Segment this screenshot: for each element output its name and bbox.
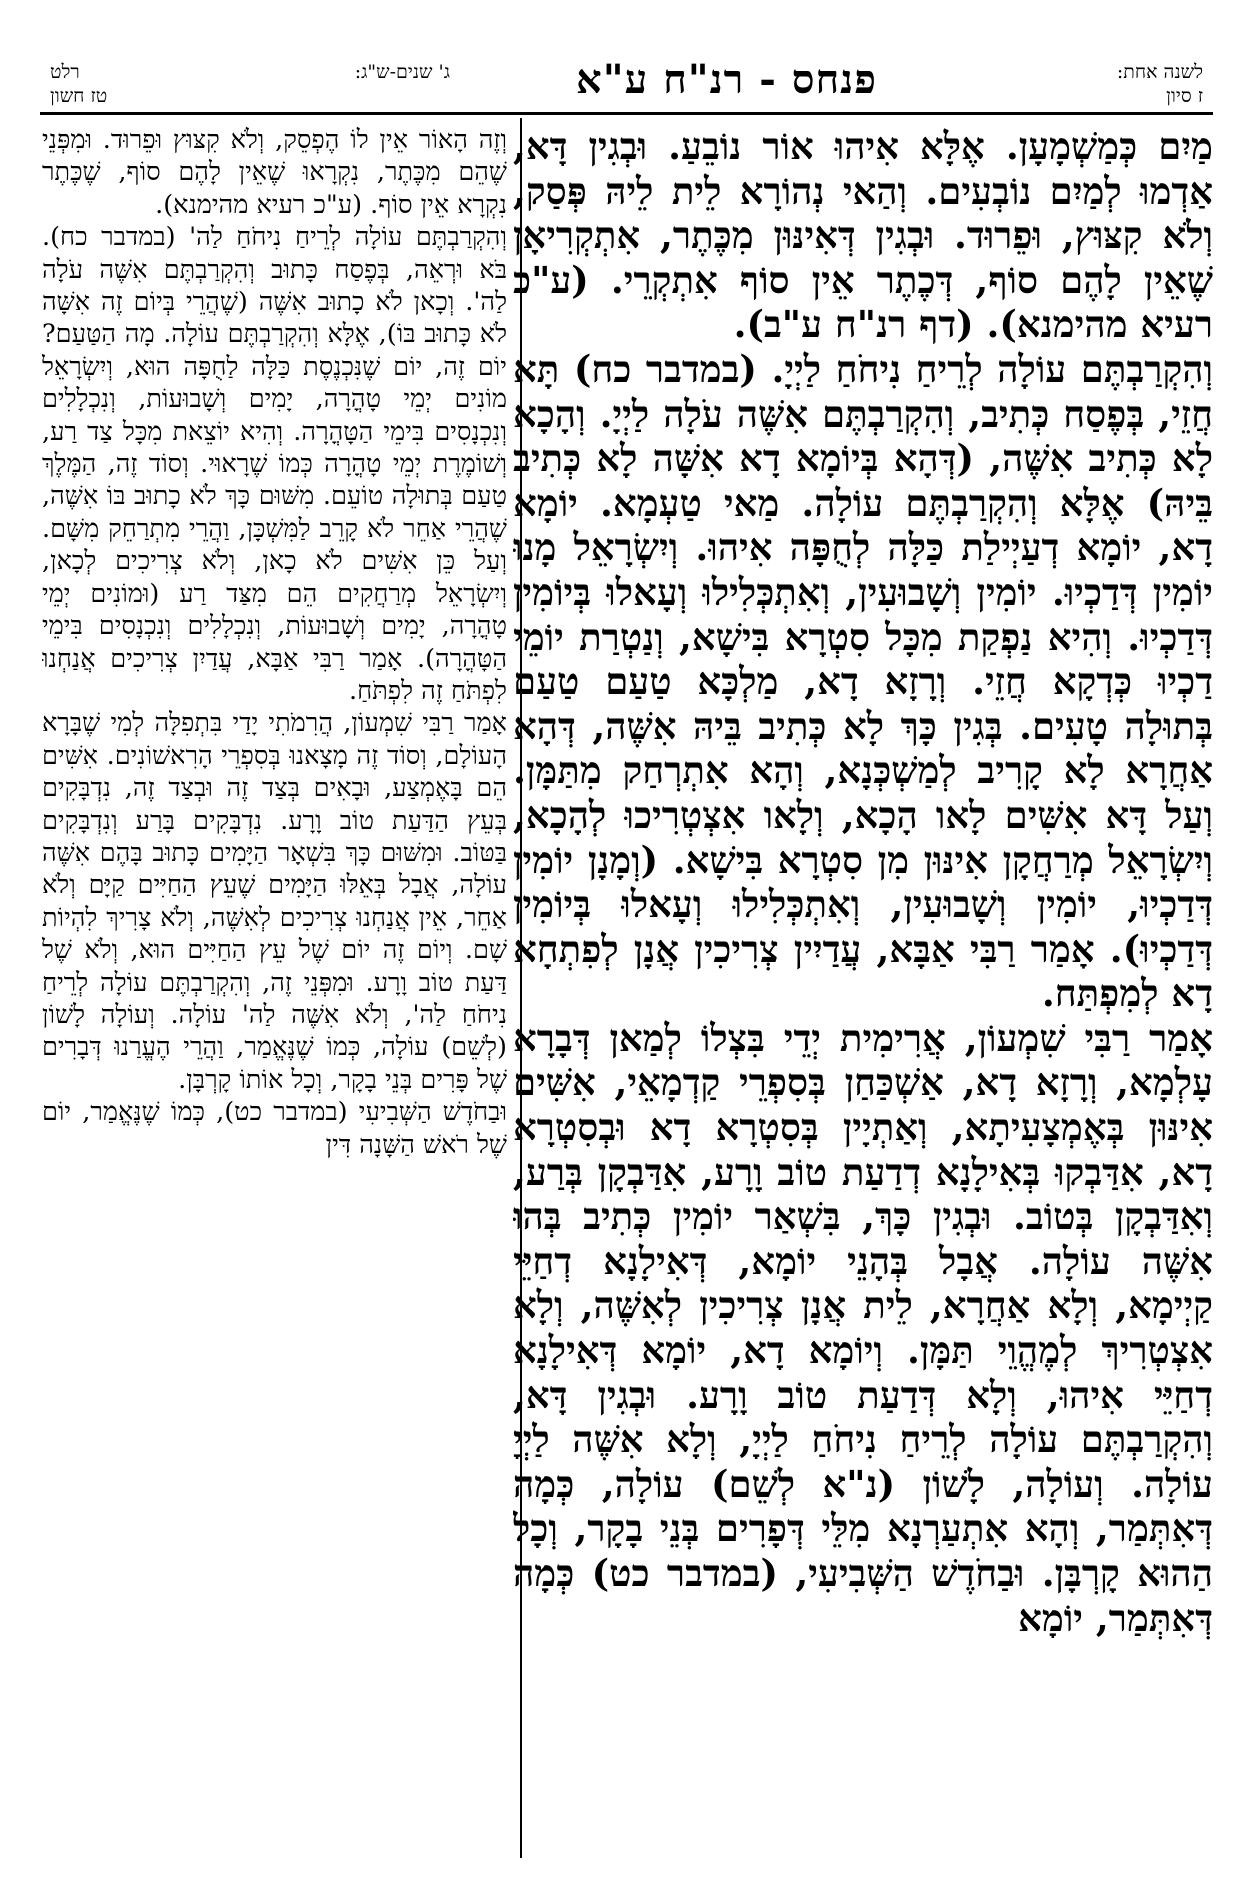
header-left-block [50, 60, 450, 108]
page-title: פנחס - רנ"ח ע"א [576, 56, 877, 103]
page-header [50, 52, 1203, 112]
column-divider [520, 118, 522, 1858]
side-paragraph-3: אָמַר רַבִּי שִׁמְעוֹן, הֲרִמֹתִי יָדַי בִּתְפִלָּה לְמִי שֶׁבָּרָא הָעוֹלָם, וְסוֹד זֶה מָצָאנוּ בְּסִפְרֵי הָרִאשׁוֹנִים. אִשִּׁים הֵם בָּאֶמְצַע, וּבָאִים בְּצַד זֶה וּבְצַד זֶה, נִדְבָּקִים בְּעֵץ הַדַּעַת טוֹב וָרָע. נִדְבָּקִים בָּרַע וְנִדְבָּקִים בַּטּוֹב. וּמִשּׁוּם כָּךְ בִּשְׁאָר הַיָּמִים כָּתוּב בָּהֶם אִשֶּׁה עוֹלָה, אֲבָל בְּאֵלּוּ הַיָּמִים שֶׁעֵץ הַחַיִּים קַיָּם וְלֹא אַחֵר, אֵין אֲנַחְנוּ צְרִיכִים לְאִשֶּׁה, וְלֹא צָרִיךְ לִהְיוֹת שָׁם. וְיוֹם זֶה יוֹם שֶׁל עֵץ הַחַיִּים הוּא, וְלֹא שֶׁל דַּעַת טוֹב וָרָע. וּמִפְּנֵי זֶה, וְהִקְרַבְתֶּם עוֹלָה לְרֵיחַ נִיחֹחַ לַה', וְלֹא אִשֶּׁה לַה' עוֹלָה. וְעוֹלָה לָשׁוֹן (לְשֵׁם) עוֹלָה, כְּמוֹ שֶׁנֶּאֱמַר, וַהֲרֵי הֶעֱרַנוּ דְּבָרִים שֶׁל פָּרִים בְּנֵי בָקָר, וְכָל אוֹתוֹ קָרְבָּן. [42, 708, 507, 1095]
header-left-line-1 [50, 60, 450, 84]
main-paragraph-3: אָמַר רַבִּי שִׁמְעוֹן, אֲרִימִית יְדֵי בִּצְלוֹ לְמַאן דְּבָרָא עָלְמָא, וְרָזָא דָא, אַשְׁכַּחַן בְּסִפְרֵי קַדְמָאֵי, אִשִּׁים אִינּוּן בְּאֶמְצָעִיתָא, וְאַתְיָין בְּסִטְרָא דָא וּבְסִטְרָא דָא, אִדַּבְקוּ בְּאִילָנָא דְדַעַת טוֹב וָרָע, אִדַּבְקָן בְּרַע, וְאִדַּבְקָן בְּטוֹב. וּבְגִין כָּךְ, בִּשְׁאַר יוֹמִין כְּתִיב בְּהוּ אִשֶּׁה עוֹלָה. אֲבָל בְּהָנֵי יוֹמָא, דְּאִילָנָא דְחַיֵּי קַיְימָא, וְלָא אַחֲרָא, לֵית אֲנָן צְרִיכִין לְאִשֶּׁה, וְלָא אִצְטְרִיךְ לְמֶהֱוֵי תַּמָּן. וְיוֹמָא דָא, יוֹמָא דְּאִילָנָא דְחַיֵּי אִיהוּ, וְלָא דְּדַעַת טוֹב וָרָע. וּבְגִין דָּא, וְהִקְרַבְתֶּם עוֹלָה לְרֵיחַ נִיחֹחַ לַיְיָ, וְלָא אִשֶּׁה לַיְיָ עוֹלָה. וְעוֹלָה, לָשׁוֹן (נ"א לְשֵׁם) עוֹלָה, כְּמָה דְּאִתְּמַר, וְהָא אִתְעַרְנָא מִלֵּי דְּפָרִים בְּנֵי בָקָר, וְכָל הַהוּא קָרְבָּן. וּבַחֹדֶשׁ הַשְּׁבִיעִי, (במדבר כט) כְּמָה דְּאִתְּמַר, יוֹמָא [513, 1015, 1213, 1640]
side-paragraph-4: וּבַחֹדֶשׁ הַשְּׁבִיעִי (במדבר כט), כְּמוֹ שֶׁנֶּאֱמַר, יוֹם שֶׁל רֹאשׁ הַשָּׁנָה דִּין [42, 1097, 507, 1160]
translation-column [42, 124, 507, 1844]
main-paragraph-1: מַיִם כְּמַשְׁמָעָן. אֶלָּא אִיהוּ אוֹר נוֹבֵעַ. וּבְגִין דָּא, אַדְמוּ לְמַיִם נוֹבְעִים. וְהַאי נְהוֹרָא לֵית לֵיהּ פְּסַק, וְלֹא קִצּוּץ, וּפֵרוּד. וּבְגִין דְּאִינּוּן מִכֶּתֶר, אִתְקְרִיאָן שֶׁאֵין לָהֶם סוֹף, דְּכֶתֶר אֵין סוֹף אִתְקְרֵי. (ע"כ רעיא מהימנא). (דף רנ"ח ע"ב). [513, 124, 1213, 347]
main-text-column [513, 124, 1213, 1844]
one-year-date: ז סיון [1166, 85, 1203, 107]
side-paragraph-2: וְהִקְרַבְתֶּם עוֹלָה לְרֵיחַ נִיחֹחַ לַה' (במדבר כח). בֹּא וּרְאֵה, בְּפֶסַח כָּתוּב וְהִקְרַבְתֶּם אִשֶּׁה עֹלָה לַה'. וְכָאן לֹא כָתוּב אִשֶּׁה (שֶׁהֲרֵי בְּיוֹם זֶה אִשָּׁה לֹא כָּתוּב בּוֹ), אֶלָּא וְהִקְרַבְתֶּם עוֹלָה. מָה הַטַּעַם? יוֹם זֶה, יוֹם שֶׁנִּכְנֶסֶת כַּלָּה לַחֻפָּה הוּא, וְיִשְׂרָאֵל מוֹנִים יְמֵי טָהֳרָה, יָמִים וְשָׁבוּעוֹת, וְנִכְלָלִים וְנִכְנָסִים בִּימֵי הַטָּהֳרָה. וְהִיא יוֹצֵאת מִכָּל צַד רַע, וְשׁוֹמֶרֶת יְמֵי טָהֳרָה כְּמוֹ שֶׁרָאוּי. וְסוֹד זֶה, הַמֶּלֶךְ טַעַם בְּתוּלָה טוֹעֵם. מִשּׁוּם כָּךְ לֹא כָתוּב בּוֹ אִשֶּׁה, שֶׁהֲרֵי אַחֵר לֹא קָרֵב לַמִּשְׁכָּן, וַהֲרֵי מִתְרַחֵק מִשָּׁם. וְעַל כֵּן אִשִּׁים לֹא כָאן, וְלֹא צְרִיכִים לְכָאן, וְיִשְׂרָאֵל מְרַחֲקִים הֵם מִצַּד רַע (וּמוֹנִים יְמֵי טָהֳרָה, יָמִים וְשָׁבוּעוֹת, וְנִכְלָלִים וְנִכְנָסִים בִּימֵי הַטָּהֳרָה). אָמַר רַבִּי אַבָּא, עֲדַיִן צְרִיכִים אֲנַחְנוּ לִפְתֹּחַ זֶה לִפְתֹּחַ. [42, 222, 507, 706]
main-paragraph-2: וְהִקְרַבְתֶּם עוֹלָה לְרֵיחַ נִיחֹחַ לַיְיָ. (במדבר כח) תָּא חֲזֵי, בְּפֶסַח כְּתִיב, וְהִקְרַבְתֶּם אִשֶּׁה עֹלָה לַיְיָ. וְהָכָא לָא כְּתִיב אִשֶּׁה, (דְּהָא בְּיוֹמָא דָא אִשָּׁה לָא כְּתִיב בֵּיהּ) אֶלָּא וְהִקְרַבְתֶּם עוֹלָה. מַאי טַעְמָא. יוֹמָא דָא, יוֹמָא דְעַיְילַת כַּלָּה לְחֻפָּה אִיהוּ. וְיִשְׂרָאֵל מָנוּ יוֹמִין דְּדַכְיוּ. יוֹמִין וְשָׁבוּעִין, וְאִתְכְּלִילוּ וְעָאלוּ בְּיוֹמִין דְּדַכְיוּ. וְהִיא נַפְקַת מִכָּל סִטְרָא בִּישָׁא, וְנַטְרַת יוֹמֵי דַכְיוּ כְּדְקָא חֲזֵי. וְרָזָא דָא, מַלְכָּא טַעַם טַעַם בְּתוּלָה טָעִים. בְּגִין כָּךְ לָא כְּתִיב בֵּיהּ אִשֶּׁה, דְּהָא אַחֲרָא לָא קָרִיב לְמַשְׁכְּנָא, וְהָא אִתְרְחַק מִתַּמָּן. וְעַל דָּא אִשִּׁים לָאו הָכָא, וְלָאו אִצְטְרִיכוּ לְהָכָא, וְיִשְׂרָאֵל מְרַחֲקָן אִינּוּן מִן סִטְרָא בִּישָׁא. (וְמָנָן יוֹמִין דְּדַכְיוּ, יוֹמִין וְשָׁבוּעִין, וְאִתְכְּלִילוּ וְעָאלוּ בְּיוֹמִין דְּדַכְיוּ). אָמַר רַבִּי אַבָּא, עֲדַיִין צְרִיכִין אֲנָן לְפִתְחָא דָא לְמִפְתַּח. [513, 346, 1213, 1016]
side-paragraph-1: וְזֶה הָאוֹר אֵין לוֹ הֶפְסֵק, וְלֹא קִצּוּץ וּפֵרוּד. וּמִפְּנֵי שֶׁהֵם מִכֶּתֶר, נִקְרָאוּ שֶׁאֵין לָהֶם סוֹף, שֶׁכֶּתֶר נִקְרָא אֵין סוֹף. (ע"כ רעיא מהימנא). [42, 125, 507, 220]
page-number: רלט [50, 61, 80, 83]
one-year-label: לשנה אחת: [1116, 61, 1203, 83]
header-right-block [1117, 60, 1203, 108]
header-divider [40, 112, 1213, 115]
three-year-label: ג' שנים-ש"ג: [354, 61, 450, 83]
three-year-date: טז חשון [50, 85, 108, 107]
